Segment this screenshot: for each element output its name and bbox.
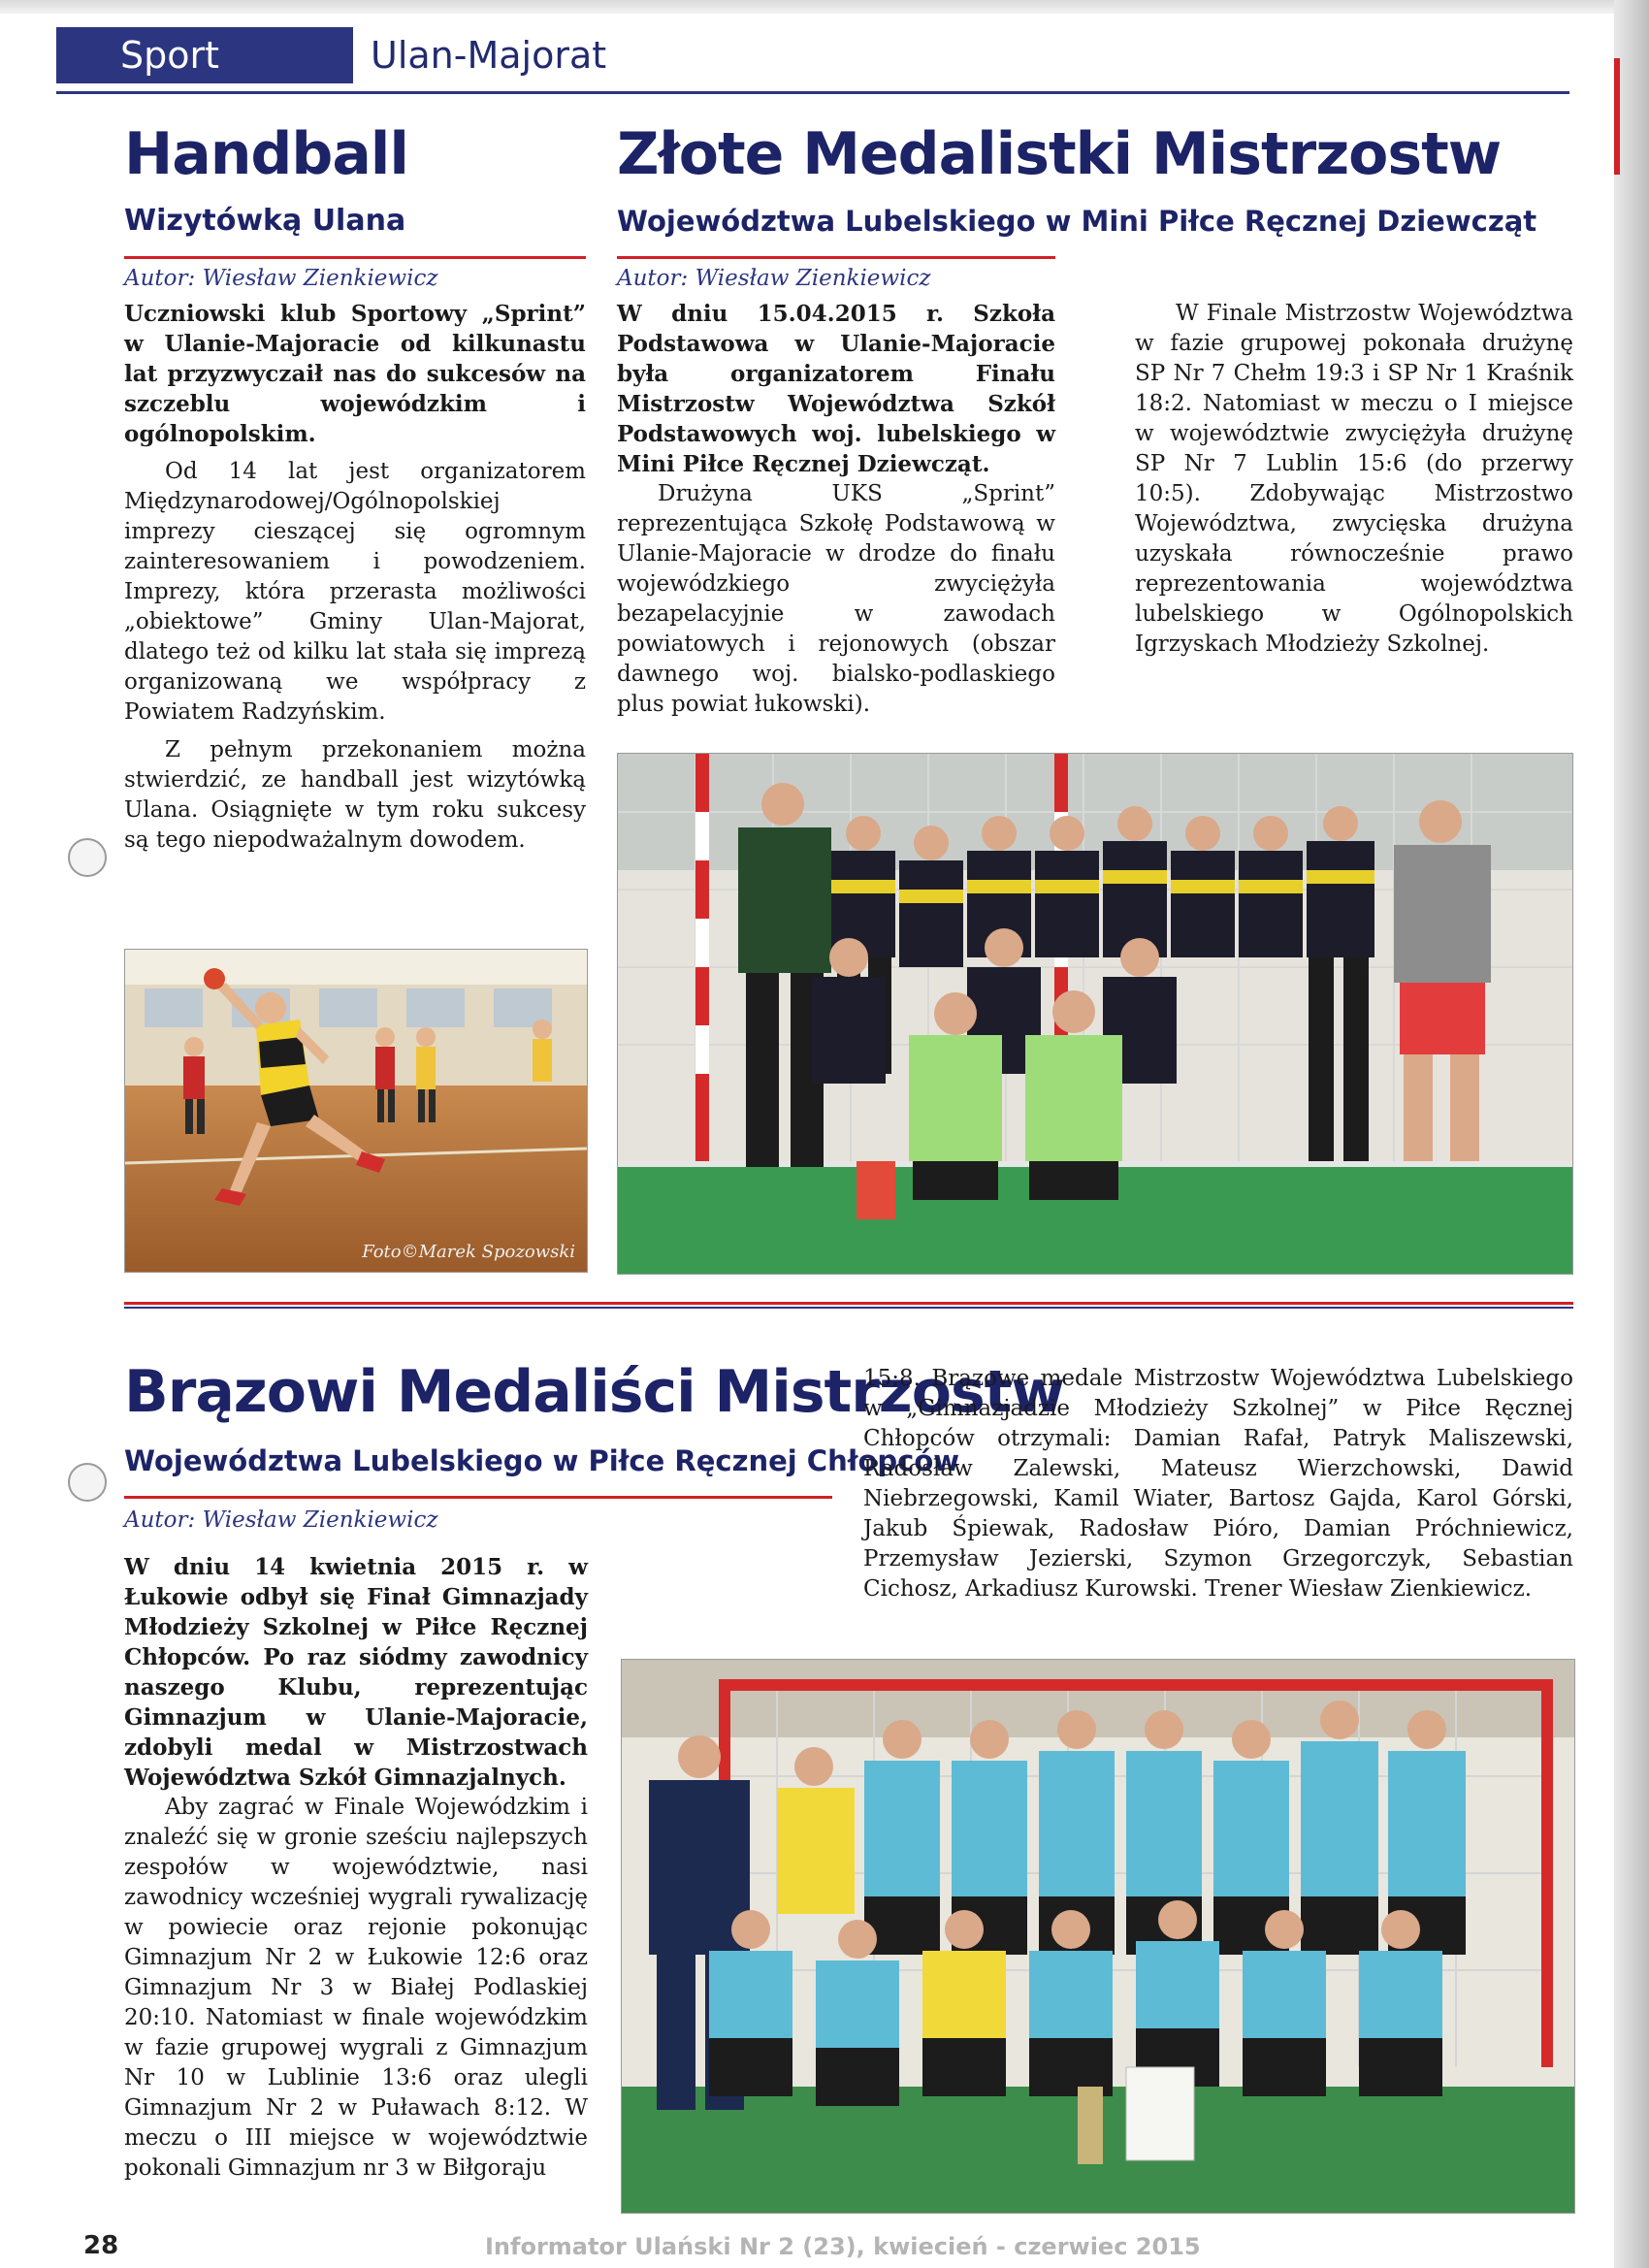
next-page-tab-strip xyxy=(1614,58,1620,175)
article3-text-col2 xyxy=(863,1364,1573,1604)
article2-text-col2 xyxy=(1135,299,1573,660)
photo-credit: Foto©Marek Spozowski xyxy=(362,1242,575,1262)
section-location: Ulan-Majorat xyxy=(371,34,607,77)
article1-text xyxy=(124,299,586,856)
section-divider-navy xyxy=(124,1307,1573,1309)
article3-title: Brązowi Medaliści Mistrzostw xyxy=(124,1358,1064,1426)
article1-rule xyxy=(124,256,586,259)
binder-hole-bottom xyxy=(68,1463,107,1502)
article3-subtitle: Województwa Lubelskiego w Piłce Ręcznej Chłopców xyxy=(124,1444,960,1477)
article2-paragraph-2: W Finale Mistrzostw Województwa w fazie grupowej pokonała drużynę SP Nr 7 Chełm 19:3 i SP Nr 1 Kraśnik 18:2. Natomiast w meczu o I miejsce w województwie zwyciężyła drużynę SP Nr 7 Lublin 15:6 (do przerwy 10:5). Zdobywając Mistrzostwo Województwa, zwycięska drużyna uzyskała równocześnie prawo reprezentowania województwa lubelskiego w Ogólnopolskich Igrzyskach Młodzieży Szkolnej. xyxy=(1135,301,1573,657)
handball-action-illustration xyxy=(125,950,587,1272)
article2-rule xyxy=(617,256,1055,259)
binder-hole-top xyxy=(68,838,107,877)
article2-title: Złote Medalistki Mistrzostw xyxy=(617,120,1502,188)
header-rule xyxy=(56,91,1569,94)
scan-right-edge xyxy=(1614,0,1649,2268)
section-divider-red xyxy=(124,1302,1573,1305)
handball-action-photo xyxy=(124,949,588,1273)
article2-paragraph-1: Drużyna UKS „Sprint” reprezentująca Szkołę Podstawową w Ulanie-Majoracie w drodze do finału wojewódzkiego zwyciężyła bezapelacyjnie w zawodach powiatowych i rejonowych (obszar dawnego woj. bialsko-podlaskiego plus powiat łukowski). xyxy=(617,481,1055,717)
publication-footer: Informator Ulański Nr 2 (23), kwiecień - czerwiec 2015 xyxy=(485,2233,1201,2260)
boys-team-illustration xyxy=(622,1660,1574,2213)
girls-team-photo xyxy=(617,753,1573,1275)
page-number: 28 xyxy=(83,2231,119,2260)
article2-lead: W dniu 15.04.2015 r. Szkoła Podstawowa w Ulanie-Majoracie była organizatorem Finału Mistrzostw Województwa Szkół Podstawowych woj. lubelskiego w Mini Piłce Ręcznej Dziewcząt. xyxy=(617,301,1055,477)
article3-author: Autor: Wiesław Zienkiewicz xyxy=(124,1507,438,1533)
article2-subtitle: Województwa Lubelskiego w Mini Piłce Ręcznej Dziewcząt xyxy=(617,205,1537,238)
article2-text-col1 xyxy=(617,299,1055,720)
article2-author: Autor: Wiesław Zienkiewicz xyxy=(617,266,931,291)
article3-rule xyxy=(124,1496,832,1499)
boys-team-photo xyxy=(621,1659,1575,2214)
girls-team-illustration xyxy=(618,754,1572,1274)
article1-title: Handball xyxy=(124,120,408,188)
article3-lead: W dniu 14 kwietnia 2015 r. w Łukowie odbył się Finał Gimnazjady Młodzieży Szkolnej w Piłce Ręcznej Chłopców. Po raz siódmy zawodnicy naszego Klubu, reprezentując Gimnazjum w Ulanie-Majoracie, zdobyli medal w Mistrzostwach Województwa Szkół Gimnazjalnych. xyxy=(124,1554,588,1791)
article1-author: Autor: Wiesław Zienkiewicz xyxy=(124,266,438,291)
scan-top-edge xyxy=(0,0,1649,14)
article3-paragraph-1: Aby zagrać w Finale Wojewódzkim i znaleźć się w gronie sześciu najlepszych zespołów w województwie, nasi zawodnicy wcześniej wygrali rywalizację w powiecie oraz rejonie pokonując Gimnazjum Nr 2 w Łukowie 12:6 oraz Gimnazjum Nr 3 w Białej Podlaskiej 20:10. Natomiast w finale wojewódzkim w fazie grupowej wygrali z Gimnazjum Nr 10 w Lublinie 13:6 oraz ulegli Gimnazjum Nr 2 w Puławach 8:12. W meczu o III miejsce w województwie pokonali Gimnazjum nr 3 w Biłgoraju xyxy=(124,1795,588,2181)
article3-text-col1 xyxy=(124,1552,588,2184)
article1-paragraph-1: Od 14 lat jest organizatorem Międzynarodowej/Ogólnopolskiej imprezy cieszącej się ogromnym zainteresowaniem i powodzeniem. Imprezy, która przerasta możliwości „obiektowe” Gminy Ulan-Majorat, dlatego też od kilku lat stała się imprezą organizowaną we współpracy z Powiatem Radzyńskim. xyxy=(124,459,586,725)
article1-paragraph-2: Z pełnym przekonaniem można stwierdzić, ze handball jest wizytówką Ulana. Osiągnięte w tym roku sukcesy są tego niepodważalnym dowodem. xyxy=(124,737,586,853)
article1-subtitle: Wizytówką Ulana xyxy=(124,204,406,238)
article1-lead: Uczniowski klub Sportowy „Sprint” w Ulanie-Majoracie od kilkunastu lat przyzwyczaił nas do sukcesów na szczeblu wojewódzkim i ogólnopolskim. xyxy=(124,301,586,447)
section-label: Sport xyxy=(120,34,220,77)
article3-paragraph-2: 15:8. Brązowe medale Mistrzostw Województwa Lubelskiego w „Gimnazjadzie Młodzieży Szkolnej” w Piłce Ręcznej Chłopców otrzymali: Damian Rafał, Patryk Maliszewski, Radosław Zalewski, Mateusz Wierzchowski, Dawid Niebrzegowski, Kamil Wiater, Bartosz Gajda, Karol Górski, Jakub Śpiewak, Radosław Pióro, Damian Próchniewicz, Przemysław Jezierski, Szymon Grzegorczyk, Sebastian Cichosz, Arkadiusz Kurowski. Trener Wiesław Zienkiewicz. xyxy=(863,1366,1573,1602)
